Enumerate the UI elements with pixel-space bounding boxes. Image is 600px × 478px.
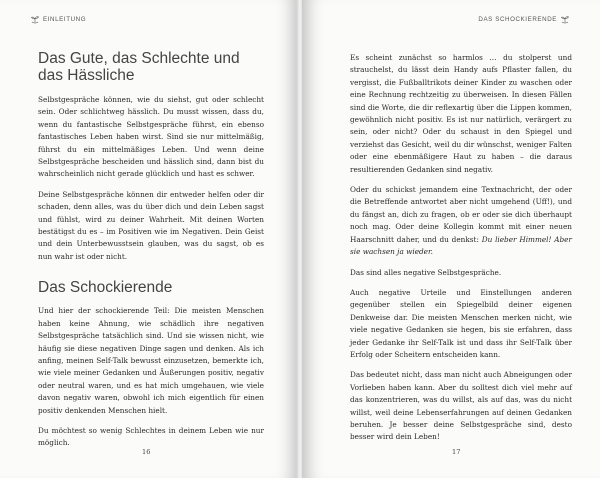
section-title: DAS SCHOCKIERENDE: [478, 15, 557, 23]
sprout-icon: [30, 14, 40, 24]
paragraph: Es scheint zunächst so harmlos … du stolperst und strauchelst, du lässt dein Handy aufs Pflaster fallen, du vergisst, die Fußballtrikots deiner Kinder zu waschen oder eine Rechnung rechtzeitig zu überweisen. In diesen Fällen sind die Worte, die dir reflexartig über die Lippen kommen, gewöhnlich nicht positiv. Es ist nur natürlich, verärgert zu sein, oder nicht? Oder du schaust in den Spiegel und verziehst das Gesicht, weil du dir wünschst, weniger Falten oder eine ebenmäßigere Haut zu haben – die daraus resultierenden Gedanken sind negativ.: [350, 53, 572, 174]
left-page: [0, 0, 298, 478]
page-number-right: 17: [452, 448, 461, 456]
paragraph-text: Oder du schickst jemandem eine Textnachricht, der oder die Betreffende antwortet aber nicht umgehend (Uff!), und du fängst an, dich zu fragen, ob er oder sie dich überhaupt noch mag. Oder deine Kollegin kommt mit einer neuen Haarschnitt daher, und du denkst:: [350, 185, 572, 244]
paragraph: Und hier der schockierende Teil: Die meisten Menschen haben keine Ahnung, wie schädlich ihre negativen Selbstgespräche tatsächlich sind. Und sie wissen nicht, wie häufig sie diese negativen Dinge sagen und denken. Als ich anfing, meinen Self-Talk bewusst einzusetzen, bemerkte ich, wie viele meiner Gedanken und Äußerungen positiv, negativ oder neutral waren, und es hat mich umgehauen, wie viele davon negativ waren, obwohl ich mich eigentlich für einen positiv denkenden Menschen hielt.: [38, 306, 264, 415]
section-heading-shocking: Das Schockierende: [38, 279, 173, 297]
paragraph: Selbstgespräche können, wie du siehst, gut oder schlecht sein. Oder schlichtweg hässlich. Du musst wissen, dass du, wenn du fantastische Selbstgespräche führst, ein ebenso fantastisches Leben haben wirst. Sind sie nur mittelmäßig, führst du ein mittelmäßiges Leben. Und wenn deine Selbstgespräche bescheiden und hässlich sind, dann bist du wahrscheinlich nicht gerade glücklich und hast es schwer.: [38, 95, 264, 179]
running-header-right: [478, 14, 570, 24]
paragraph: Das sind alles negative Selbstgespräche.: [350, 267, 502, 277]
left-page-text: [38, 50, 264, 458]
paragraph: Deine Selbstgespräche können dir entweder helfen oder dir schaden, denn alles, was du über dich und dein Leben sagst und fühlst, wird zu deiner Wahrheit. Mit deinen Worten bestätigst du es – im Positiven wie im Negativen. Dein Geist und dein Unterbewusstsein glauben, was du sagst, ob es nun wahr ist oder nicht.: [38, 189, 264, 261]
section-heading-good-bad-ugly: Das Gute, das Schlechte und das Hässliche: [38, 50, 240, 84]
paragraph: Du möchtest so wenig Schlechtes in deinem Leben wie nur möglich.: [38, 425, 264, 448]
page-number-left: 16: [142, 448, 151, 456]
running-header-left: [30, 14, 86, 24]
paragraph: Auch negative Urteile und Einstellungen anderen gegenüber stellen ein Spiegelbild deiner eigenen Denkweise dar. Die meisten Menschen merken nicht, wie viele negative Gedanken sie hegen, bis sie erfahren, dass jeder Gedanke ihr Self-Talk ist und dass ihr Self-Talk über Erfolg oder Scheitern entscheiden kann.: [350, 287, 572, 359]
paragraph: Das bedeutet nicht, dass man nicht auch Abneigungen oder Vorlieben haben kann. Aber du solltest dich viel mehr auf das konzentrieren, was du willst, als auf das, was du nicht willst, weil deine Lebenserfahrungen auf deinen Gedanken beruhen. Je besser deine Selbstgespräche sind, desto besser wird dein Leben!: [350, 370, 572, 442]
sprout-icon: [560, 14, 570, 24]
paragraph: [350, 184, 572, 258]
right-page-text: [350, 52, 572, 452]
chapter-title: EINLEITUNG: [43, 15, 87, 23]
right-page: [302, 0, 600, 478]
italic-thought: Du lieber Himmel! Aber sie wachsen ja wieder.: [350, 234, 572, 257]
